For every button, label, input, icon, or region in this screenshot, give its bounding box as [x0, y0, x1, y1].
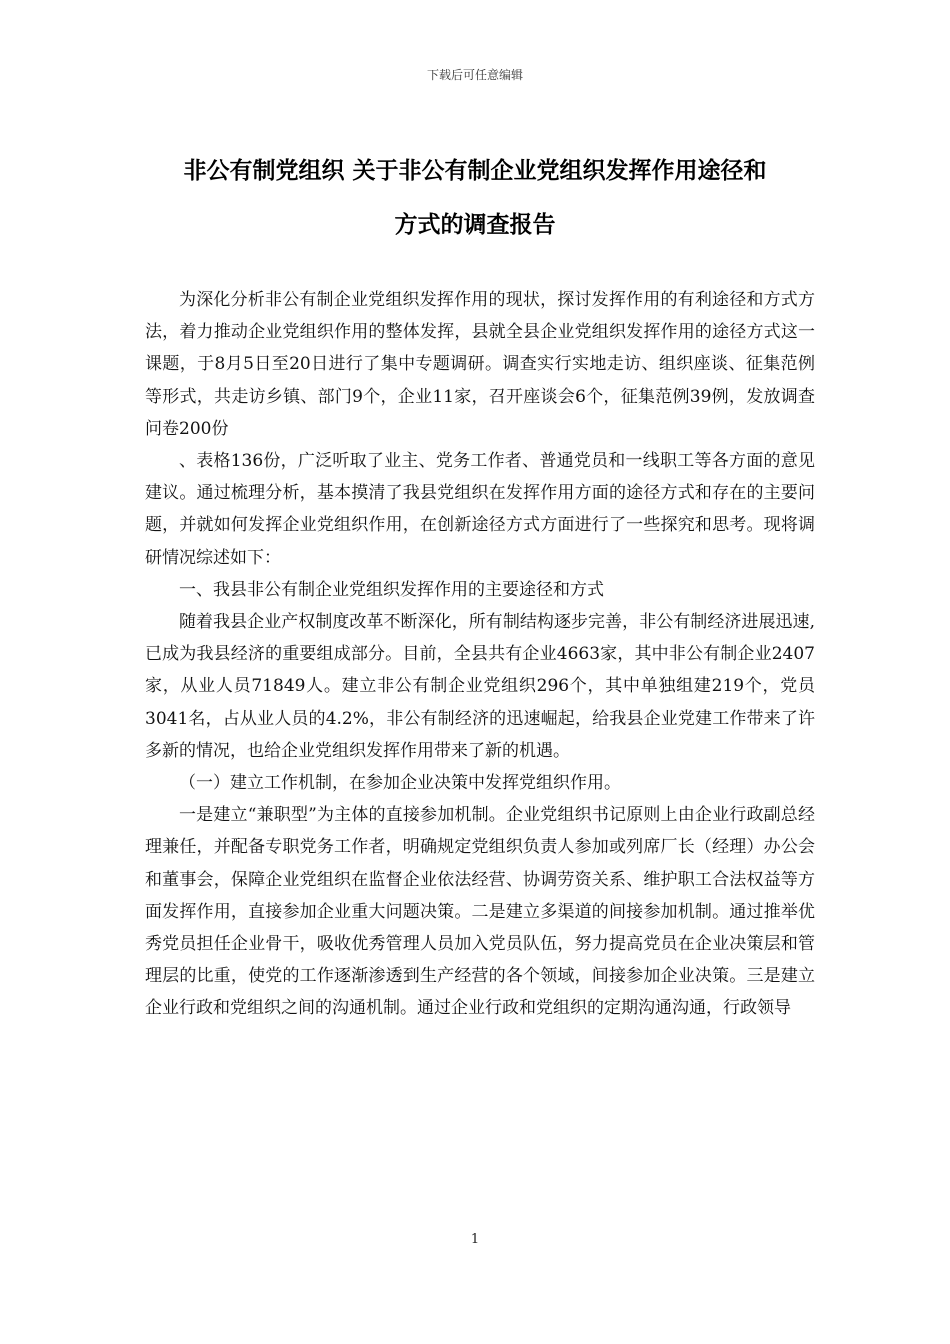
- paragraph-background: 随着我县企业产权制度改革不断深化，所有制结构逐步完善，非公有制经济进展迅速,已成为我县经济的重要组成部分。目前，全县共有企业4663家，其中非公有制企业2407家，从业人员71849人。建立非公有制企业党组织296个，其中单独组建219个，党员3041名，占从业人员的4.2%，非公有制经济的迅速崛起，给我县企业党建工作带来了许多新的情况，也给企业党组织发挥作用带来了新的机遇。: [145, 612, 815, 761]
- section-heading-1: 一、我县非公有制企业党组织发挥作用的主要途径和方式: [179, 579, 604, 600]
- document-body: [145, 284, 815, 1025]
- header-note: 下载后可任意编辑: [426, 68, 523, 82]
- paragraph-intro: 为深化分析非公有制企业党组织发挥作用的现状，探讨发挥作用的有利途径和方式方法，着力推动企业党组织作用的整体发挥，县就全县企业党组织发挥作用的途径方式这一课题，于8月5日至20日进行了集中专题调研。调查实行实地走访、组织座谈、征集范例等形式，共走访乡镇、部门9个，企业11家，召开座谈会6个，征集范例39例，发放调查问卷200份: [145, 290, 815, 439]
- title-line-1: 非公有制党组织 关于非公有制企业党组织发挥作用途径和: [183, 158, 767, 184]
- paragraph-mechanisms: 一是建立“兼职型”为主体的直接参加机制。企业党组织书记原则上由企业行政副总经理兼任，并配备专职党务工作者，明确规定党组织负责人参加或列席厂长（经理）办公会和董事会，保障企业党组织在监督企业依法经营、协调劳资关系、维护职工合法权益等方面发挥作用，直接参加企业重大问题决策。二是建立多渠道的间接参加机制。通过推举优秀党员担任企业骨干，吸收优秀管理人员加入党员队伍，努力提高党员在企业决策层和管理层的比重，使党的工作逐渐渗透到生产经营的各个领域，间接参加企业决策。三是建立企业行政和党组织之间的沟通机制。通过企业行政和党组织的定期沟通沟通，行政领导: [145, 805, 815, 1019]
- title-line-2: 方式的调查报告: [394, 212, 556, 238]
- subsection-heading-1: （一）建立工作机制，在参加企业决策中发挥党组织作用。: [179, 773, 621, 794]
- document-title: [140, 144, 810, 252]
- page-number: 1: [470, 1232, 480, 1247]
- paragraph-intro-continued: 、表格136份，广泛听取了业主、党务工作者、普通党员和一线职工等各方面的意见建议。通过梳理分析，基本摸清了我县党组织在发挥作用方面的途径方式和存在的主要问题，并就如何发挥企业党组织作用，在创新途径方式方面进行了一些探究和思考。现将调研情况综述如下：: [145, 451, 815, 568]
